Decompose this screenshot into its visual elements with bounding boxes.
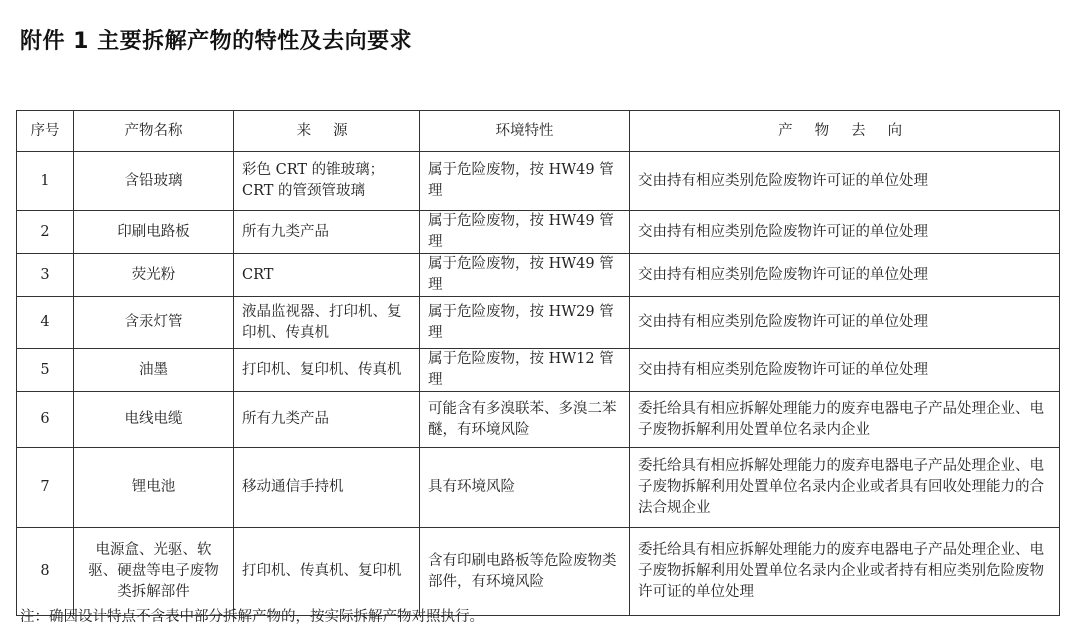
cell-source: 打印机、传真机、复印机 bbox=[234, 528, 420, 616]
table-footnote: 注：确因设计特点不含表中部分拆解产物的，按实际拆解产物对照执行。 bbox=[20, 609, 484, 625]
cell-dest: 委托给具有相应拆解处理能力的废弃电器电子产品处理企业、电子废物拆解利用处置单位名录内企业 bbox=[630, 392, 1060, 448]
cell-source: CRT bbox=[234, 254, 420, 297]
cell-source: 彩色 CRT 的锥玻璃；CRT 的管颈管玻璃 bbox=[234, 152, 420, 211]
cell-dest: 交由持有相应类别危险废物许可证的单位处理 bbox=[630, 349, 1060, 392]
table-row bbox=[17, 349, 1060, 392]
cell-dest: 交由持有相应类别危险废物许可证的单位处理 bbox=[630, 211, 1060, 254]
cell-num: 6 bbox=[17, 392, 74, 448]
cell-env: 属于危险废物，按 HW49 管理 bbox=[420, 254, 630, 297]
cell-dest: 交由持有相应类别危险废物许可证的单位处理 bbox=[630, 152, 1060, 211]
cell-num: 7 bbox=[17, 448, 74, 528]
cell-name: 锂电池 bbox=[74, 448, 234, 528]
cell-dest: 委托给具有相应拆解处理能力的废弃电器电子产品处理企业、电子废物拆解利用处置单位名录内企业或者持有相应类别危险废物许可证的单位处理 bbox=[630, 528, 1060, 616]
cell-env: 含有印刷电路板等危险废物类部件，有环境风险 bbox=[420, 528, 630, 616]
cell-env: 可能含有多溴联苯、多溴二苯醚，有环境风险 bbox=[420, 392, 630, 448]
cell-name: 电源盒、光驱、软驱、硬盘等电子废物类拆解部件 bbox=[74, 528, 234, 616]
cell-name: 油墨 bbox=[74, 349, 234, 392]
cell-source: 打印机、复印机、传真机 bbox=[234, 349, 420, 392]
table-row bbox=[17, 254, 1060, 297]
cell-source: 移动通信手持机 bbox=[234, 448, 420, 528]
cell-num: 4 bbox=[17, 297, 74, 349]
cell-name: 含汞灯管 bbox=[74, 297, 234, 349]
cell-name: 印刷电路板 bbox=[74, 211, 234, 254]
cell-source: 所有九类产品 bbox=[234, 211, 420, 254]
cell-env: 属于危险废物，按 HW12 管理 bbox=[420, 349, 630, 392]
disassembly-products-table bbox=[16, 110, 1060, 616]
cell-dest: 交由持有相应类别危险废物许可证的单位处理 bbox=[630, 297, 1060, 349]
cell-num: 8 bbox=[17, 528, 74, 616]
header-dest: 产 物 去 向 bbox=[630, 111, 1060, 152]
cell-source: 液晶监视器、打印机、复印机、传真机 bbox=[234, 297, 420, 349]
cell-env: 属于危险废物，按 HW29 管理 bbox=[420, 297, 630, 349]
cell-num: 2 bbox=[17, 211, 74, 254]
table-row bbox=[17, 448, 1060, 528]
cell-num: 3 bbox=[17, 254, 74, 297]
table-row bbox=[17, 392, 1060, 448]
cell-num: 5 bbox=[17, 349, 74, 392]
header-num: 序号 bbox=[17, 111, 74, 152]
header-name: 产物名称 bbox=[74, 111, 234, 152]
cell-env: 属于危险废物，按 HW49 管理 bbox=[420, 211, 630, 254]
cell-name: 荧光粉 bbox=[74, 254, 234, 297]
cell-num: 1 bbox=[17, 152, 74, 211]
cell-name: 电线电缆 bbox=[74, 392, 234, 448]
cell-dest: 委托给具有相应拆解处理能力的废弃电器电子产品处理企业、电子废物拆解利用处置单位名录内企业或者具有回收处理能力的合法合规企业 bbox=[630, 448, 1060, 528]
cell-dest: 交由持有相应类别危险废物许可证的单位处理 bbox=[630, 254, 1060, 297]
cell-env: 属于危险废物，按 HW49 管理 bbox=[420, 152, 630, 211]
cell-env: 具有环境风险 bbox=[420, 448, 630, 528]
table-header-row bbox=[17, 111, 1060, 152]
table-row bbox=[17, 528, 1060, 616]
table-row bbox=[17, 297, 1060, 349]
header-env: 环境特性 bbox=[420, 111, 630, 152]
header-source: 来 源 bbox=[234, 111, 420, 152]
cell-source: 所有九类产品 bbox=[234, 392, 420, 448]
table-row bbox=[17, 211, 1060, 254]
table-row bbox=[17, 152, 1060, 211]
page-title: 附件 1 主要拆解产物的特性及去向要求 bbox=[20, 29, 413, 54]
cell-name: 含铅玻璃 bbox=[74, 152, 234, 211]
